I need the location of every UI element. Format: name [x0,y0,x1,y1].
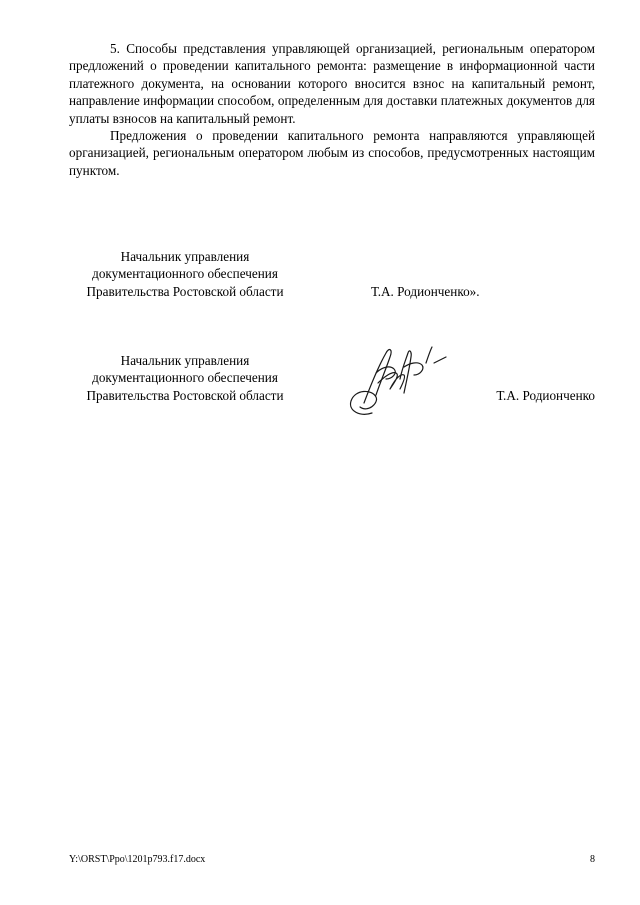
signer-position-line-2: документационного обеспечения [92,370,278,386]
paragraph-5: 5. Способы представления управляющей организацией, региональным оператором предложений о проведении капитального ремонта: размещение в информационной части платежного документа, на основании которого вносится взнос на капитальный ремонт, направление информации способом, определенным для доставки платежных документов для уплаты взносов на капитальный ремонт. [69,41,595,126]
paragraph-proposals: Предложения о проведении капитального ремонта направляются управляющей организацией, региональным оператором любым из способов, предусмотренных настоящим пунктом. [69,128,595,178]
handwritten-signature [342,343,454,421]
signature-block-1 [69,248,595,302]
signer-position-line-2: документационного обеспечения [92,266,278,282]
footer-file-path: Y:\ORST\Ppo\1201p793.f17.docx [69,854,206,865]
signer-name: Т.А. Родионченко [496,387,595,403]
signer-position-line-3: Правительства Ростовской области [86,283,284,299]
signer-position-line-3: Правительства Ростовской области [86,387,284,403]
signature-block-2 [69,352,595,406]
signer-name: Т.А. Родионченко». [371,283,480,299]
signer-position-line-1: Начальник управления [120,249,250,264]
page-number: 8 [590,854,595,865]
signer-position [69,352,301,404]
signer-position-line-1: Начальник управления [120,353,250,368]
document-body [69,40,595,179]
signer-position [69,248,301,300]
